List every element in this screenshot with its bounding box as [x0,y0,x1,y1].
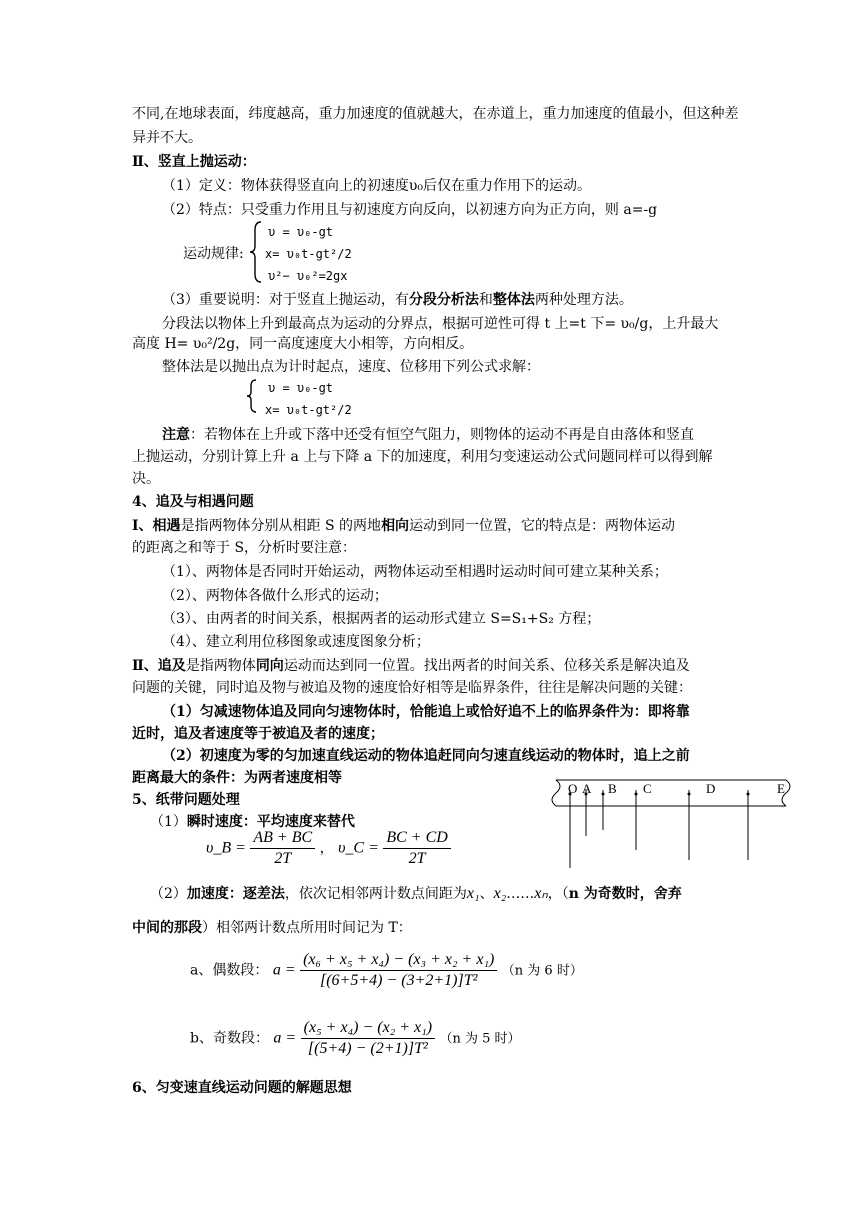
meet-item-1: （1）、两物体是否同时开始运动，两物体运动至相遇时运动时间可建立某种关系； [162,564,668,580]
formula-vc-lhs: υ_C = [338,839,379,857]
formula-even: a、偶数段： a = $\frac{\text{(x₆ + x₅ + x₄) − (x₃ + x₂ + x₁)}}{\text{[(6+5+4) − (3+2+1)]T²}}$ （n 为 6 时） [190,951,583,989]
attention-line2: 上抛运动，分别计算上升 a 上与下降 a 下的加速度，利用匀变速运动公式问题同样可以得到解 [132,449,713,465]
segment-method-line1: 分段法以物体上升到最高点为运动的分界点，根据可逆性可得 t 上=t 下= υ₀/g，上升最大 [162,316,719,332]
definition-line: （1）定义：物体获得竖直向上的初速度υ₀后仅在重力作用下的运动。 [162,178,592,194]
paragraph-gravity-end: 异并不大。 [132,130,202,146]
instant-velocity-line: （1）瞬时速度：平均速度来替代 [150,814,355,830]
meet-item-2: （2）、两物体各做什么形式的运动； [162,588,388,604]
attention-label: 注意 [162,427,190,443]
tape-label-b: B [608,781,617,796]
law-brace-icon [247,220,265,284]
meet-line2: 的距离之和等于 S，分析时要注意： [132,540,357,556]
meet-line1: Ⅰ、相遇是指两物体分别从相距 S 的两地相向运动到同一位置，它的特点是：两物体运动 [132,518,676,534]
tape-label-d: D [706,781,716,796]
section-title-chase-meet: 4、追及与相遇问题 [132,494,254,510]
attention-line3: 决。 [132,471,160,487]
tape-label-o: O [568,781,578,796]
law-displacement: x= υ₀t-gt²/2 [265,247,352,261]
chase-item-1a: （1）匀减速物体追及同向匀速物体时，恰能追上或恰好追不上的临界条件为：即将靠 [162,704,690,720]
tape-label-a: A [582,781,592,796]
attention-line1: 注意：若物体在上升或下落中还受有恒空气阻力，则物体的运动不再是自由落体和竖直 [162,427,694,443]
law-velocity-square: υ²− υ₀²=2gx [268,269,348,283]
whole-velocity: υ = υ₀-gt [268,381,334,395]
formula-odd: b、奇数段： a = $\frac{\text{(x₅ + x₄) − (x₂ + x₁)}}{\text{[(5+4) − (2+1)]T²}}$ （n 为 5 时） [190,1019,521,1057]
feature-line: （2）特点：只受重力作用且与初速度方向反向，以初速方向为正方向，则 a=-g [162,202,658,218]
segment-method-line2: 高度 H= υ₀²/2g，同一高度速度大小相等，方向相反。 [132,336,474,352]
section-title-solving: 6、匀变速直线运动问题的解题思想 [132,1080,352,1096]
whole-brace-icon [244,378,260,414]
important-note: （3）重要说明：对于竖直上抛运动，有分段分析法和整体法两种处理方法。 [162,292,633,308]
meet-item-4: （4）、建立利用位移图象或速度图象分析； [162,634,430,650]
whole-displacement: x= υ₀t-gt²/2 [265,403,352,417]
acceleration-line2: 中间的那段）相邻两计数点所用时间记为 T： [132,920,412,936]
acceleration-line1: （2）加速度：逐差法，依次记相邻两计数点间距为x₁、x₂……xₙ，（n 为奇数时，舍弃 [150,885,682,902]
formula-vb: υ_B = $\frac{AB + BC}{2T}$ ， υ_C = $\frac{BC + CD}{2T}$ [206,828,451,869]
chase-item-2a: （2）初速度为零的匀加速直线运动的物体追赶同向匀速直线运动的物体时，追上之前 [162,748,690,764]
law-velocity: υ = υ₀-gt [268,225,334,239]
chase-line2: 问题的关键，同时追及物与被追及物的速度恰好相等是临界条件，往往是解决问题的关键： [132,680,692,696]
chase-item-2b: 距离最大的条件：为两者速度相等 [132,770,342,786]
whole-method-line: 整体法是以抛出点为计时起点，速度、位移用下列公式求解： [162,359,540,375]
section-title-vertical-throw: Ⅱ、竖直上抛运动： [132,154,256,170]
chase-line1: Ⅱ、追及是指两物体同向运动而达到同一位置。找出两者的时间关系、位移关系是解决追及 [132,658,690,674]
segment-method-term: 分段分析法 [408,292,479,308]
tape-label-e: E [777,781,785,796]
motion-law-label: 运动规律: [183,246,244,262]
whole-method-term: 整体法 [492,292,535,308]
paper-tape-diagram [548,772,798,872]
chase-item-1b: 近时，追及者速度等于被追及者的速度； [132,726,384,742]
paragraph-gravity-latitude: 不同,在地球表面，纬度越高，重力加速度的值就越大，在赤道上，重力加速度的值最小，但这种差 [132,106,739,122]
section-title-tape: 5、纸带问题处理 [132,792,240,808]
tape-label-c: C [643,781,652,796]
meet-item-3: （3）、由两者的时间关系，根据两者的运动形式建立 S=S₁+S₂ 方程； [162,611,601,627]
